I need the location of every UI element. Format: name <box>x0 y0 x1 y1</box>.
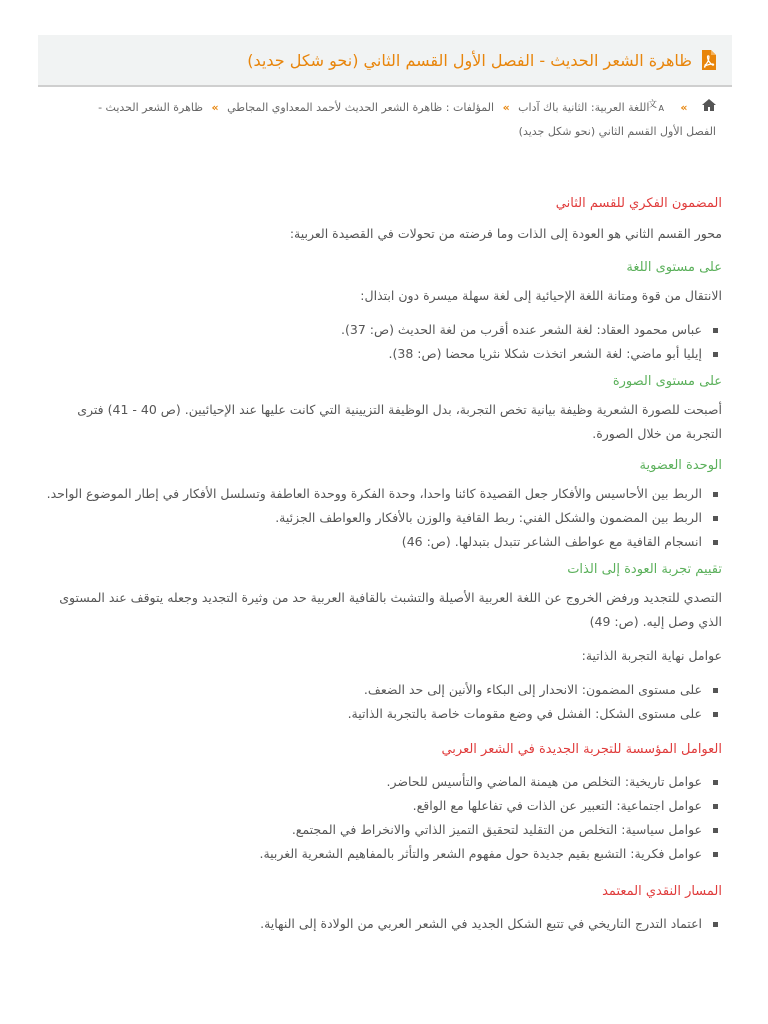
section-heading: المسار النقدي المعتمد <box>602 884 722 899</box>
bullet-list <box>46 678 722 726</box>
section-heading: على مستوى اللغة <box>626 260 722 275</box>
list-item: انسجام القافية مع عواطف الشاعر تتبدل بتبدلها. (ص: 46) <box>46 530 722 554</box>
breadcrumb-link-arabic-2bac[interactable]: اللغة العربية: الثانية باك آداب <box>518 101 650 114</box>
paragraph: أصبحت للصورة الشعرية وظيفة بيانية تخص التجربة، بدل الوظيفة التزيينية التي كانت عليها عند الإحيائيين. (ص 40 - 41) فترى التجربة من خلال الصورة. <box>77 402 722 441</box>
bullet-list <box>46 912 722 936</box>
list-item: الربط بين المضمون والشكل الفني: ربط القافية والوزن بالأفكار والعواطف الجزئية. <box>46 506 722 530</box>
article-body <box>46 192 722 936</box>
breadcrumb <box>80 96 716 144</box>
bullet-list <box>46 770 722 866</box>
svg-text:文: 文 <box>647 100 657 110</box>
list-item: على مستوى الشكل: الفشل في وضع مقومات خاصة بالتجربة الذاتية. <box>46 702 722 726</box>
list-item: على مستوى المضمون: الانحدار إلى البكاء والأنين إلى حد الضعف. <box>46 678 722 702</box>
list-item: عوامل اجتماعية: التعبير عن الذات في تفاعلها مع الواقع. <box>46 794 722 818</box>
bullet-list <box>46 482 722 554</box>
section-heading: تقييم تجربة العودة إلى الذات <box>567 562 722 577</box>
paragraph: عوامل نهاية التجربة الذاتية: <box>581 648 722 663</box>
breadcrumb-separator: » <box>680 101 688 114</box>
page-title-bar <box>38 35 732 87</box>
page-title: ظاهرة الشعر الحديث - الفصل الأول القسم الثاني (نحو شكل جديد) <box>247 50 692 70</box>
breadcrumb-link-works[interactable]: المؤلفات : ظاهرة الشعر الحديث لأحمد المعداوي المجاطي <box>227 101 495 114</box>
section-heading: العوامل المؤسسة للتجربة الجديدة في الشعر العربي <box>441 742 722 757</box>
section-heading: الوحدة العضوية <box>639 458 722 473</box>
paragraph: التصدي للتجديد ورفض الخروج عن اللغة العربية الأصيلة والتشبث بالقافية العربية حد من وثيرة التجديد وجعله يتوقف عند المستوى الذي وصل إليه. (ص: 49) <box>59 590 722 629</box>
list-item: إيليا أبو ماضي: لغة الشعر اتخذت شكلا نثريا محضا (ص: 38). <box>46 342 722 366</box>
breadcrumb-separator: » <box>502 101 510 114</box>
pdf-icon[interactable] <box>700 49 718 71</box>
home-icon[interactable] <box>702 96 716 120</box>
translate-icon[interactable] <box>647 96 672 120</box>
list-item: عوامل فكرية: التشبع بقيم جديدة حول مفهوم الشعر والتأثر بالمفاهيم الشعرية الغربية. <box>46 842 722 866</box>
breadcrumb-separator: » <box>211 101 219 114</box>
list-item: عوامل سياسية: التخلص من التقليد لتحقيق التميز الذاتي والانخراط في المجتمع. <box>46 818 722 842</box>
list-item: عباس محمود العقاد: لغة الشعر عنده أقرب من لغة الحديث (ص: 37). <box>46 318 722 342</box>
list-item: اعتماد التدرج التاريخي في تتبع الشكل الجديد في الشعر العربي من الولادة إلى النهاية. <box>46 912 722 936</box>
section-heading: المضمون الفكري للقسم الثاني <box>555 196 722 211</box>
bullet-list <box>46 318 722 366</box>
list-item: عوامل تاريخية: التخلص من هيمنة الماضي والتأسيس للحاضر. <box>46 770 722 794</box>
list-item: الربط بين الأحاسيس والأفكار جعل القصيدة كائنا واحدا، وحدة الفكرة ووحدة العاطفة وتسلسل الأفكار في إطار الموضوع الواحد. <box>46 482 722 506</box>
breadcrumb-current: ظاهرة الشعر الحديث - الفصل الأول القسم الثاني (نحو شكل جديد) <box>98 101 716 138</box>
paragraph: الانتقال من قوة ومتانة اللغة الإحيائية إلى لغة سهلة ميسرة دون ابتذال: <box>360 288 722 303</box>
svg-text:A: A <box>658 104 664 113</box>
paragraph: محور القسم الثاني هو العودة إلى الذات وما فرضته من تحولات في القصيدة العربية: <box>289 226 722 241</box>
section-heading: على مستوى الصورة <box>612 374 722 389</box>
